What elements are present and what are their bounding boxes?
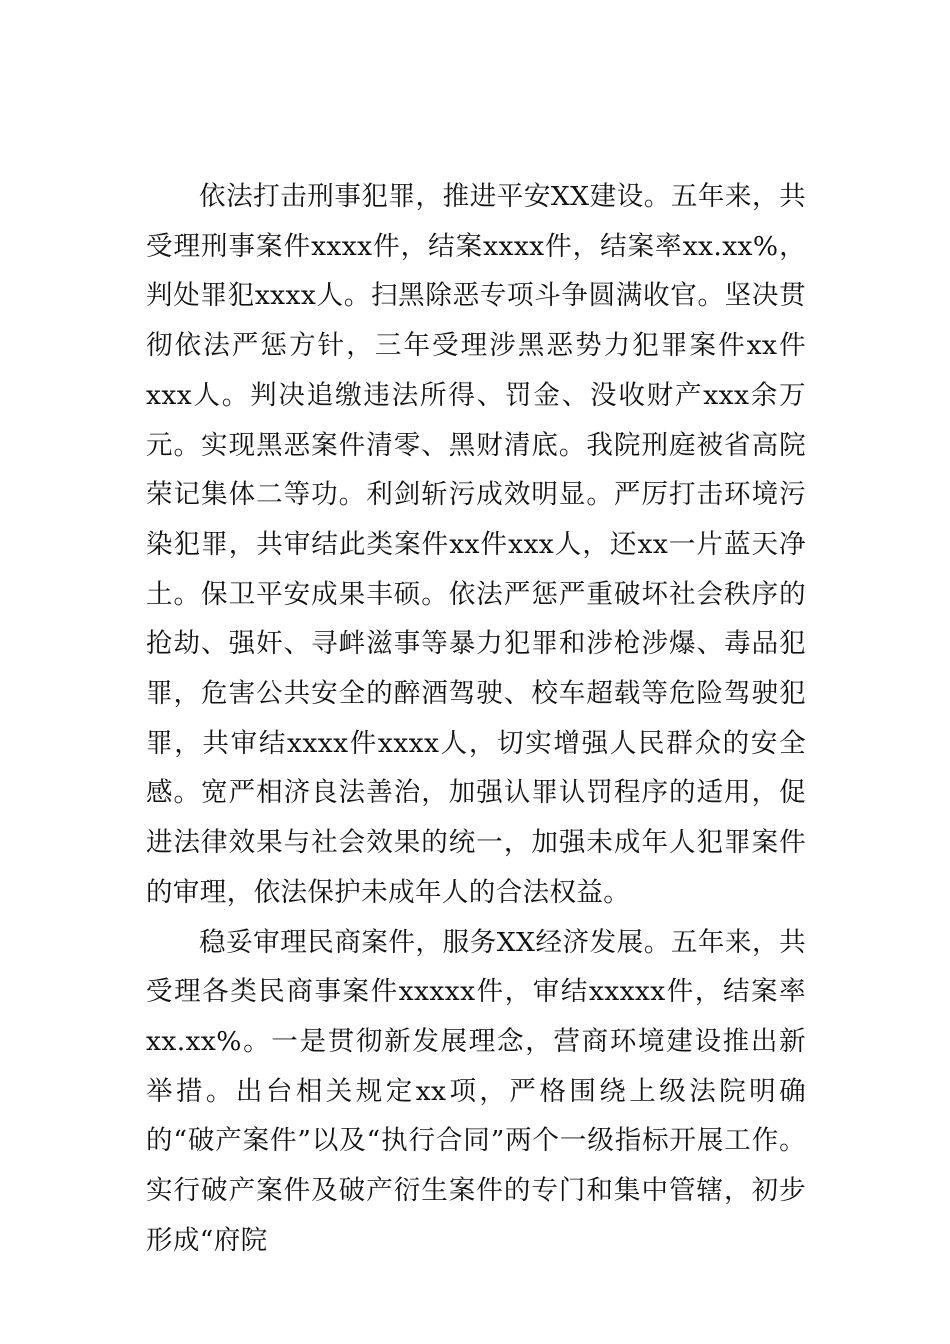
paragraph-criminal-trials: 依法打击刑事犯罪，推进平安XX建设。五年来，共受理刑事案件xxxx件，结案xxxx件，结案率xx.xx%，判处罪犯xxxx人。扫黑除恶专项斗争圆满收官。坚决贯彻依法严惩方针，三年受理涉黑恶势力犯罪案件xx件xxx人。判决追缴违法所得、罚金、没收财产xxx余万元。实现黑恶案件清零、黑财清底。我院刑庭被省高院荣记集体二等功。利剑斩污成效明显。严厉打击环境污染犯罪，共审结此类案件xx件xxx人，还xx一片蓝天净土。保卫平安成果丰硕。依法严惩严重破坏社会秩序的抢劫、强奸、寻衅滋事等暴力犯罪和涉枪涉爆、毒品犯罪，危害公共安全的醉酒驾驶、校车超载等危险驾驶犯罪，共审结xxxx件xxxx人，切实增强人民群众的安全感。宽严相济良法善治，加强认罪认罚程序的适用，促进法律效果与社会效果的统一，加强未成年人犯罪案件的审理，依法保护未成年人的合法权益。 [146, 181, 806, 908]
document-body [146, 172, 806, 1265]
paragraph-civil-commercial-trials: 稳妥审理民商案件，服务XX经济发展。五年来，共受理各类民商事案件xxxxx件，审结xxxxx件，结案率xx.xx%。一是贯彻新发展理念，营商环境建设推出新举措。出台相关规定xx项，严格围绕上级法院明确的“破产案件”以及“执行合同”两个一级指标开展工作。实行破产案件及破产衍生案件的专门和集中管辖，初步形成“府院 [146, 926, 806, 1256]
